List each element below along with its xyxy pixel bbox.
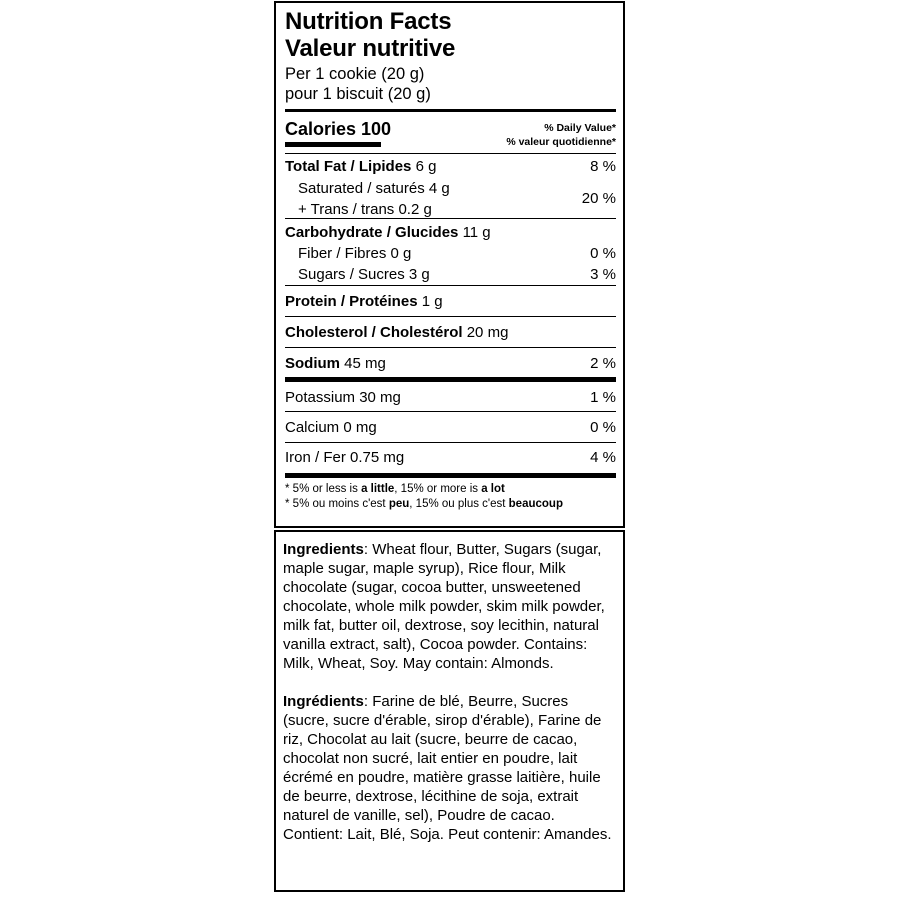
daily-value-header (506, 121, 616, 149)
fiber-row (285, 244, 616, 264)
carbohydrate-label: Carbohydrate / Glucides (285, 224, 459, 241)
footnote-emphasis: beaucoup (508, 498, 563, 510)
total-fat-label: Total Fat / Lipides (285, 158, 412, 175)
ingredients-french (283, 692, 616, 844)
total-fat-amount: 6 g (415, 158, 437, 175)
daily-value-header-english: % Daily Value* (544, 122, 616, 134)
fiber-dv: 0 % (590, 245, 616, 262)
total-fat-row (285, 157, 616, 177)
fat-block (285, 154, 616, 218)
footnote-english (285, 482, 616, 497)
trans-row (285, 200, 616, 220)
protein-label: Protein / Protéines (285, 293, 418, 310)
carbohydrate-amount: 11 g (462, 224, 491, 241)
title-french: Valeur nutritive (285, 35, 456, 62)
iron-row (285, 443, 616, 473)
total-fat-dv: 8 % (590, 158, 616, 175)
iron-dv: 4 % (590, 449, 616, 466)
sugars-label: Sugars / Sucres 3 g (298, 266, 430, 283)
serving-size-french: pour 1 biscuit (20 g) (285, 85, 431, 103)
ingredients-english (283, 540, 616, 673)
sugars-dv: 3 % (590, 266, 616, 283)
trans-label: + Trans / trans 0.2 g (298, 201, 432, 218)
ingredients-text-english: : Wheat flour, Butter, Sugars (sugar, maple sugar, maple syrup), Rice flour, Milk chocolate (sugar, cocoa butter, unsweetened chocolate, whole milk powder, skim milk powder, milk fat, butter oil, dextrose, soy lecithin, natural vanilla extract, salt), Cocoa powder. Contains: Milk, Wheat, Soy. May contain: Almonds. (283, 541, 605, 672)
calories-row (285, 112, 616, 153)
ingredients-text-french: : Farine de blé, Beurre, Sucres (sucre, sucre d'érable, sirop d'érable), Farine de riz, Chocolat au lait (sucre, beurre de cacao, chocolat non sucré, lait entier en poudre, lait écrémé en poudre, matière grasse laitière, huile de beurre, dextrose, lécithine de soja, extrait naturel de vanille, sel), Poudre de cacao. Contient: Lait, Blé, Soja. Peut contenir: Amandes. (283, 693, 612, 843)
saturated-row (285, 179, 616, 207)
ingredients-panel (274, 530, 625, 892)
sodium-label: Sodium (285, 355, 340, 372)
saturated-trans-dv: 20 % (581, 190, 616, 207)
footnote-text: * 5% or less is (285, 483, 362, 495)
saturated-label: Saturated / saturés 4 g (298, 180, 450, 197)
sodium-row (285, 348, 616, 377)
cholesterol-amount: 20 mg (466, 324, 509, 341)
footnote-emphasis: peu (388, 498, 410, 510)
footnote-text: * 5% ou moins c'est (285, 498, 389, 510)
calcium-label: Calcium 0 mg (285, 419, 377, 436)
nutrition-facts-panel (274, 1, 625, 528)
iron-label: Iron / Fer 0.75 mg (285, 449, 405, 466)
protein-amount: 1 g (421, 293, 443, 310)
potassium-row (285, 382, 616, 411)
potassium-dv: 1 % (590, 389, 616, 406)
calories-underline (285, 142, 381, 147)
sodium-dv: 2 % (590, 355, 616, 372)
protein-row (285, 286, 616, 316)
footnote-text: , 15% ou plus c'est (409, 498, 509, 510)
footnote-text: , 15% or more is (394, 483, 482, 495)
fiber-label: Fiber / Fibres 0 g (298, 245, 412, 262)
title-english: Nutrition Facts (285, 8, 452, 35)
calcium-row (285, 412, 616, 442)
daily-value-header-french: % valeur quotidienne* (506, 136, 616, 148)
carbohydrate-block (285, 219, 616, 285)
footnote-emphasis: a lot (481, 483, 505, 495)
sodium-amount: 45 mg (344, 355, 386, 372)
ingredients-label-english: Ingredients (283, 541, 364, 558)
potassium-label: Potassium 30 mg (285, 389, 401, 406)
footnote-french (285, 497, 616, 512)
serving-size-english: Per 1 cookie (20 g) (285, 65, 425, 83)
calcium-dv: 0 % (590, 419, 616, 436)
sugars-row (285, 265, 616, 285)
cholesterol-label: Cholesterol / Cholestérol (285, 324, 463, 341)
calories-label: Calories 100 (285, 119, 392, 139)
carbohydrate-row (285, 223, 616, 243)
footnote-emphasis: a little (361, 483, 395, 495)
footnote (285, 478, 616, 512)
cholesterol-row (285, 317, 616, 347)
ingredients-label-french: Ingrédients (283, 693, 364, 710)
